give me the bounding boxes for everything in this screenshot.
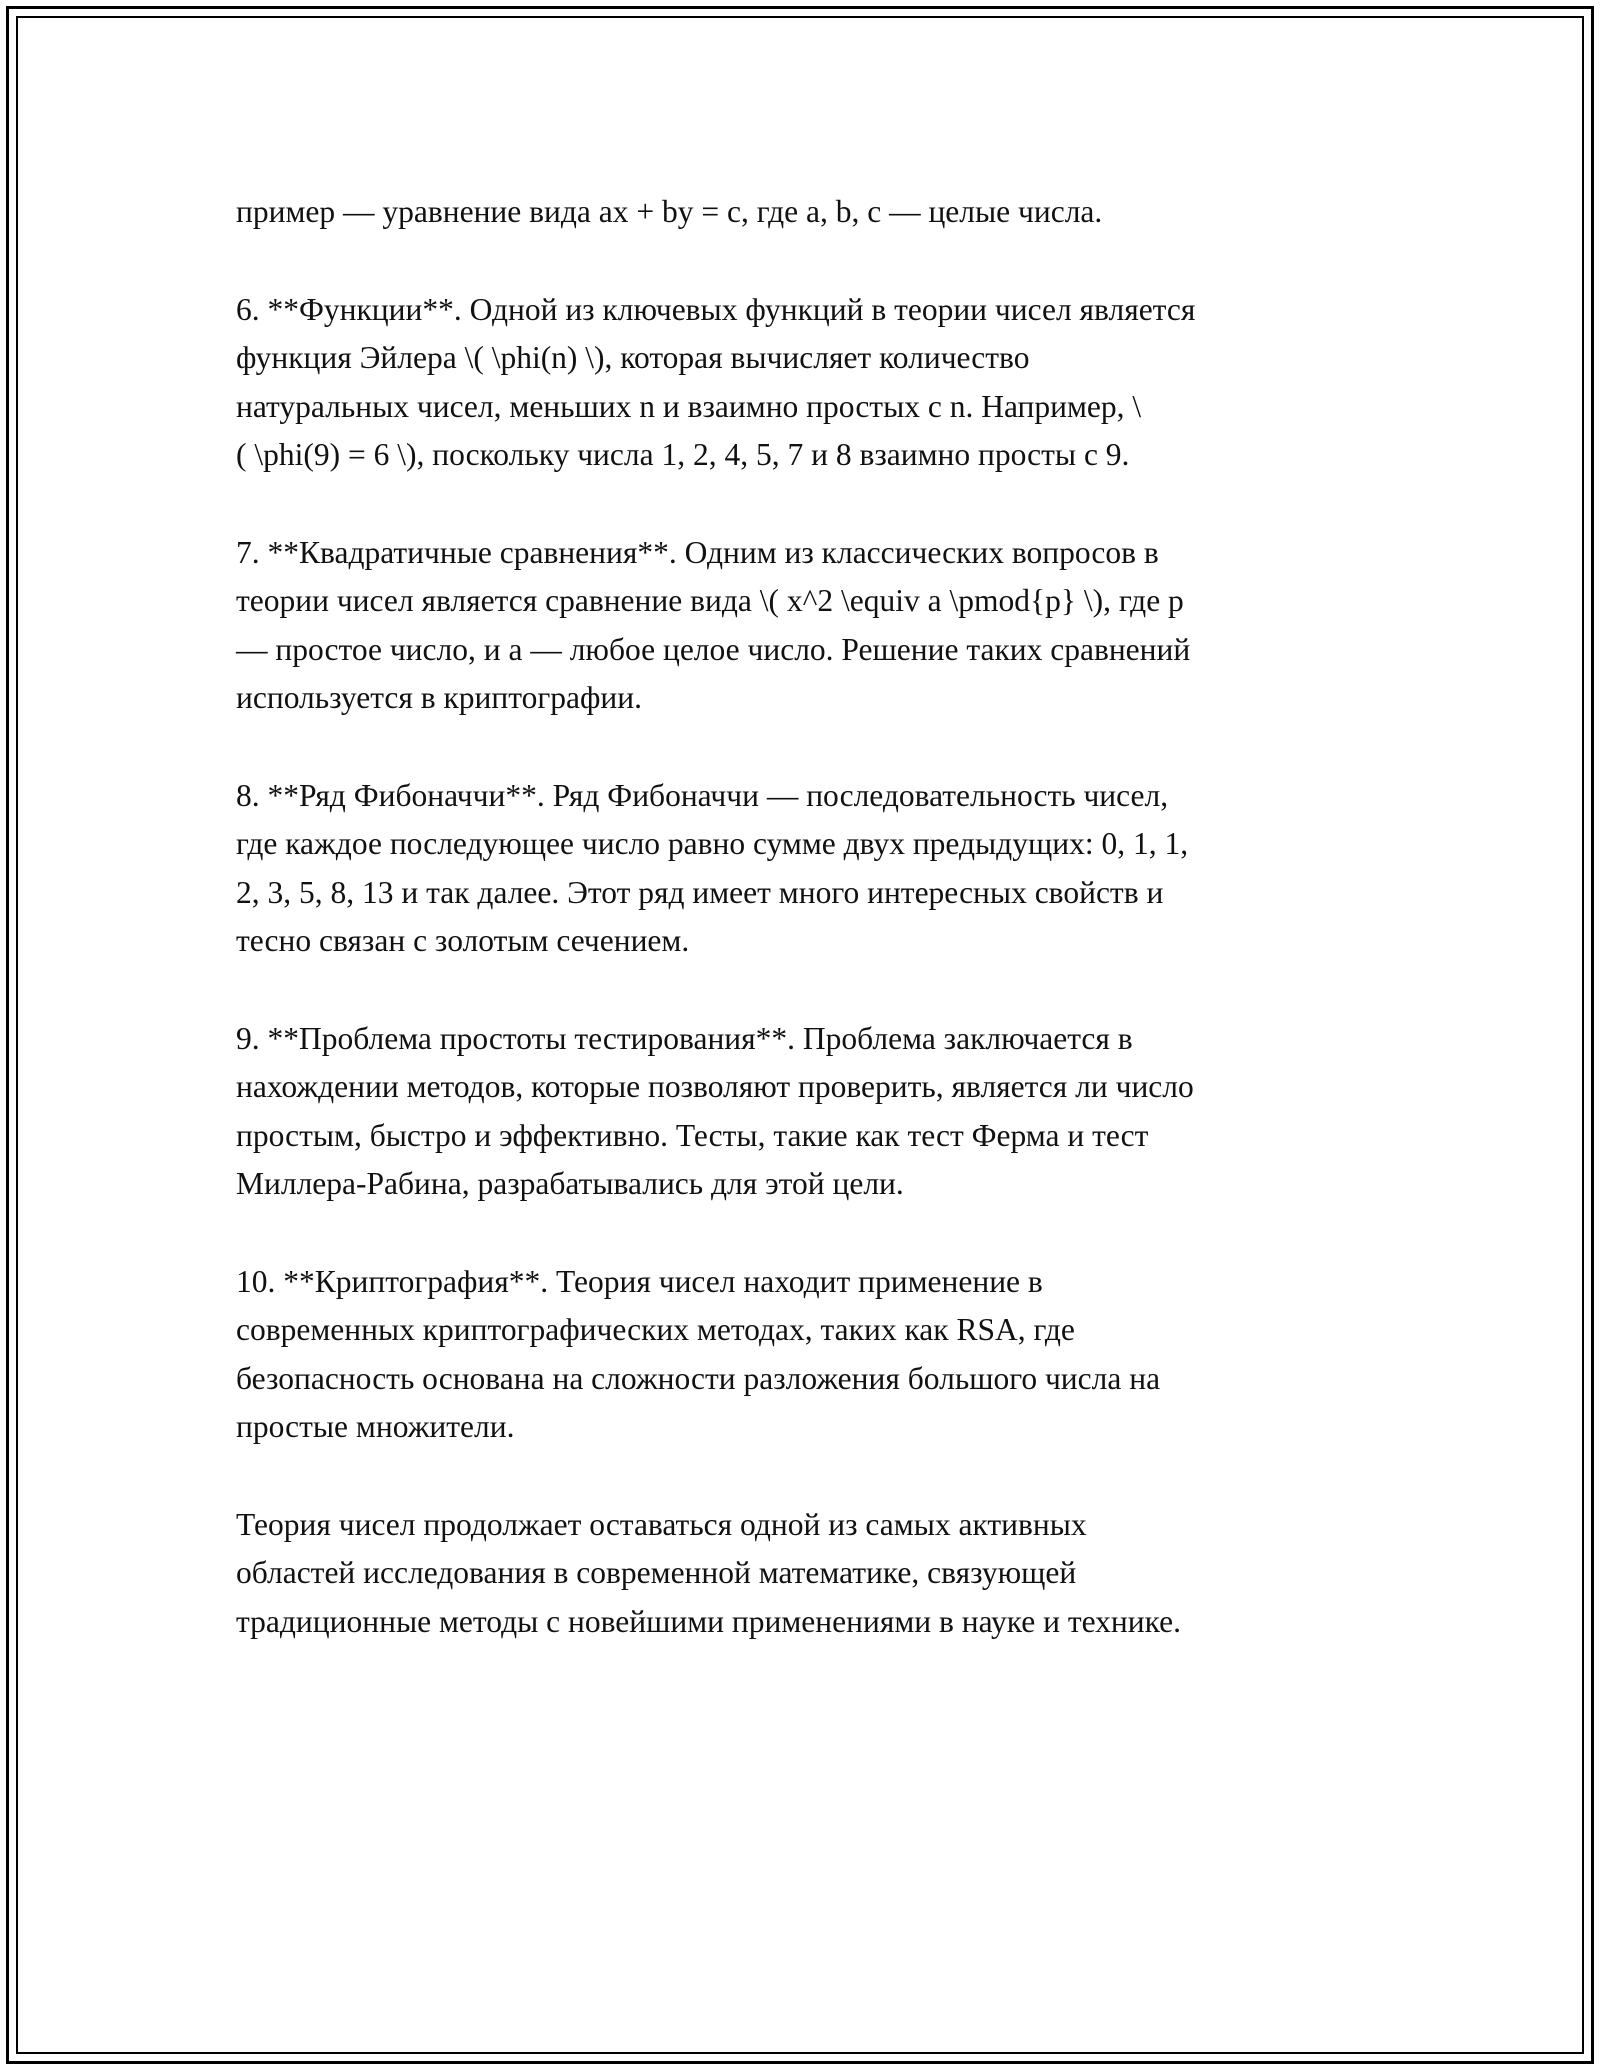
text-line: 8. **Ряд Фибоначчи**. Ряд Фибоначчи — последовательность чисел, xyxy=(236,777,1169,813)
text-line: теории чисел является сравнение вида \( x^2 \equiv a \pmod{p} \), где p xyxy=(236,583,1184,618)
paragraph-diophantine-end xyxy=(236,188,1416,237)
text-line: простые множители. xyxy=(236,1409,515,1444)
paragraph-primality-testing xyxy=(236,1015,1416,1209)
text-line: ( \phi(9) = 6 \), поскольку числа 1, 2, 4, 5, 7 и 8 взаимно просты с 9. xyxy=(236,437,1130,472)
paragraph-fibonacci xyxy=(236,772,1416,966)
text-line: безопасность основана на сложности разложения большого числа на xyxy=(236,1360,1161,1396)
text-line: используется в криптографии. xyxy=(236,680,642,715)
text-line: пример — уравнение вида ax + by = c, где a, b, c — целые числа. xyxy=(236,194,1103,229)
text-line: нахождении методов, которые позволяют проверить, является ли число xyxy=(236,1069,1194,1104)
text-line: 6. **Функции**. Одной из ключевых функций в теории чисел является xyxy=(236,291,1196,327)
paragraph-cryptography xyxy=(236,1258,1416,1452)
text-line: современных криптографических методах, таких как RSA, где xyxy=(236,1312,1075,1347)
text-line: традиционные методы с новейшими применениями в науке и технике. xyxy=(236,1603,1182,1639)
text-line: 10. **Криптография**. Теория чисел находит применение в xyxy=(236,1263,1043,1299)
text-line: областей исследования в современной математике, связующей xyxy=(236,1555,1077,1590)
text-line: 9. **Проблема простоты тестирования**. Проблема заключается в xyxy=(236,1020,1133,1056)
document-body xyxy=(236,188,1416,1695)
text-line: — простое число, и a — любое целое число. Решение таких сравнений xyxy=(236,631,1191,667)
text-line: Теория чисел продолжает оставаться одной из самых активных xyxy=(236,1506,1087,1542)
text-line: простым, быстро и эффективно. Тесты, такие как тест Ферма и тест xyxy=(236,1117,1149,1153)
text-line: 2, 3, 5, 8, 13 и так далее. Этот ряд имеет много интересных свойств и xyxy=(236,874,1164,910)
paragraph-conclusion xyxy=(236,1501,1416,1647)
text-line: Миллера-Рабина, разрабатывались для этой цели. xyxy=(236,1166,904,1201)
paragraph-quadratic-congruences xyxy=(236,529,1416,723)
text-line: функция Эйлера \( \phi(n) \), которая вычисляет количество xyxy=(236,340,1030,375)
text-line: 7. **Квадратичные сравнения**. Одним из классических вопросов в xyxy=(236,534,1159,570)
text-line: натуральных чисел, меньших n и взаимно простых с n. Например, \ xyxy=(236,388,1142,424)
text-line: тесно связан с золотым сечением. xyxy=(236,923,690,958)
text-line: где каждое последующее число равно сумме двух предыдущих: 0, 1, 1, xyxy=(236,826,1189,861)
paragraph-functions xyxy=(236,286,1416,480)
